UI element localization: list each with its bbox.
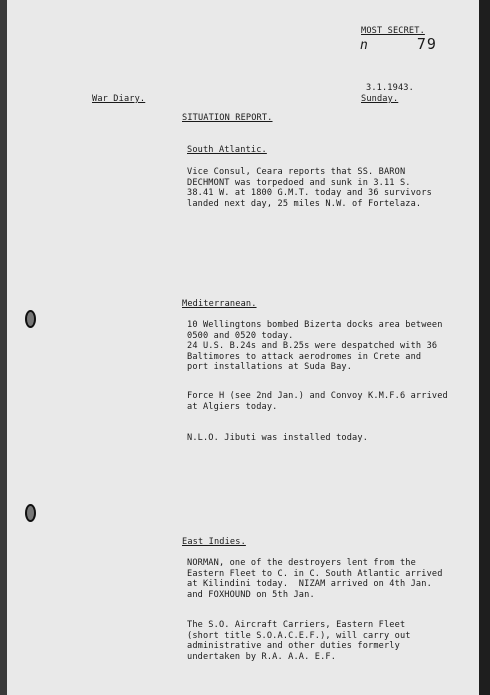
east-indies-paragraph-2 [187,620,487,662]
mediterranean-paragraph-1 [187,320,487,373]
text-line: port installations at Suda Bay. [187,362,353,373]
text-line: 38.41 W. at 1800 G.M.T. today and 36 survivors [187,188,432,199]
diary-title: War Diary. [92,94,146,104]
binder-hole-lower [25,504,36,522]
south-atlantic-paragraph [187,167,487,209]
mediterranean-paragraph-2 [187,391,487,412]
text-line: Force H (see 2nd Jan.) and Convoy K.M.F.6 arrived [187,391,448,401]
section-heading-south-atlantic: South Atlantic. [187,145,267,155]
page-number: 79 [416,35,437,53]
text-line: The S.O. Aircraft Carriers, Eastern Fleet [187,620,406,630]
scan-left-edge [0,0,7,695]
text-line: landed next day, 25 miles N.W. of Fortelaza. [187,198,422,209]
text-line: Vice Consul, Ceara reports that SS. BARON [187,167,406,177]
binder-hole-upper [25,310,36,328]
text-line: Baltimores to attack aerodromes in Crete and [187,351,422,362]
document-page [7,0,479,695]
text-line: Eastern Fleet to C. in C. South Atlantic arrived [187,568,443,579]
mediterranean-paragraph-3 [187,433,487,444]
report-date: 3.1.1943. [366,83,414,93]
reference-number [360,35,437,53]
report-day: Sunday. [361,94,399,104]
reference-mark: n [360,38,369,53]
text-line: undertaken by R.A. A.A. E.F. [187,651,337,662]
text-line: administrative and other duties formerly [187,641,400,652]
text-line: 10 Wellingtons bombed Bizerta docks area between [187,320,443,330]
text-line: N.L.O. Jibuti was installed today. [187,433,369,443]
text-line: (short title S.O.A.C.E.F.), will carry out [187,630,411,641]
text-line: at Algiers today. [187,401,278,412]
text-line: NORMAN, one of the destroyers lent from the [187,558,416,568]
east-indies-paragraph-1 [187,558,487,600]
section-heading-east-indies: East Indies. [182,537,246,547]
section-heading-mediterranean: Mediterranean. [182,299,257,309]
text-line: and FOXHOUND on 5th Jan. [187,589,315,600]
text-line: DECHMONT was torpedoed and sunk in 3.11 S. [187,177,411,188]
text-line: 0500 and 0520 today. [187,330,294,341]
classification-label: MOST SECRET. [361,26,425,36]
text-line: 24 U.S. B.24s and B.25s were despatched with 36 [187,341,438,352]
text-line: at Kilindini today. NIZAM arrived on 4th Jan. [187,579,432,590]
report-title: SITUATION REPORT. [182,113,273,123]
